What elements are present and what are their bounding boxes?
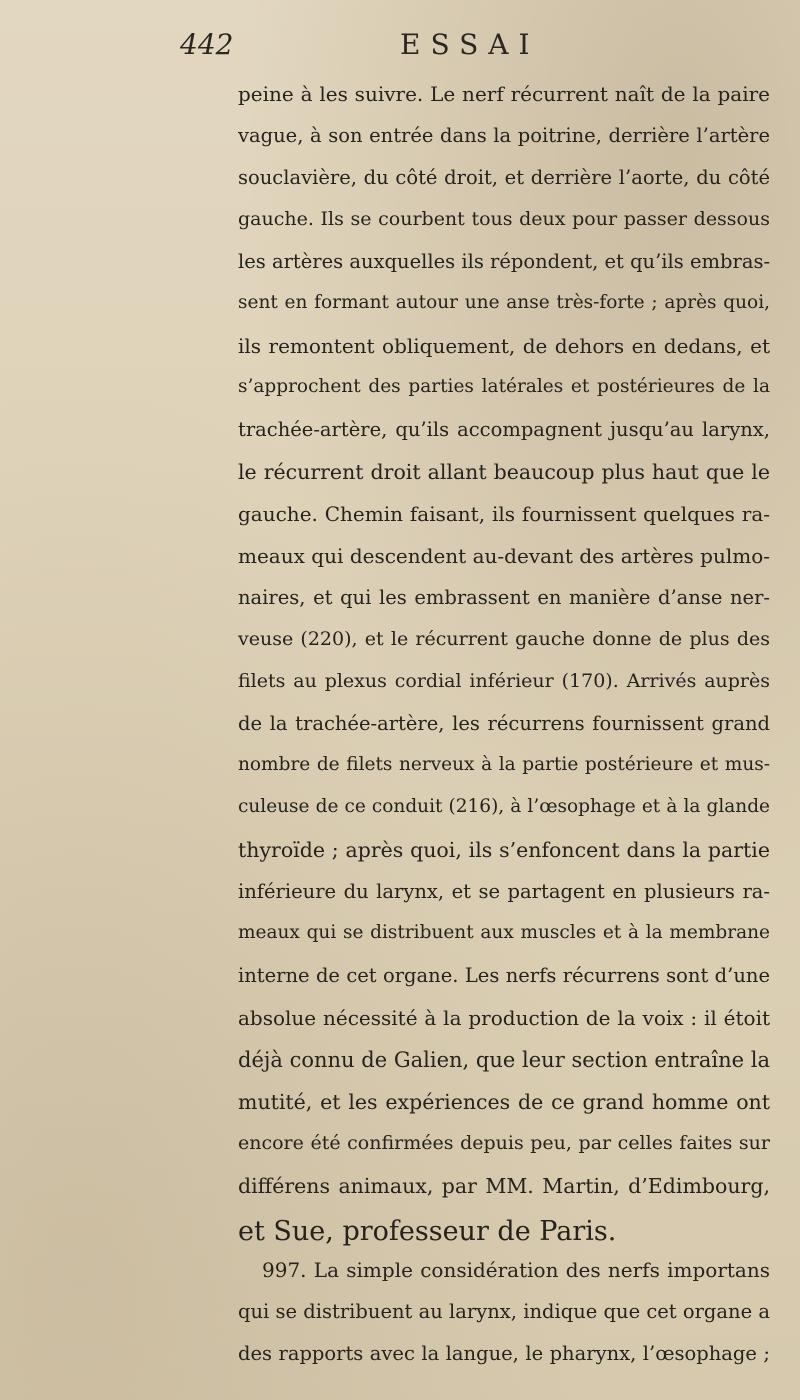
text-line: sent en formant autour une anse très-forte ; après quoi, (238, 292, 770, 313)
text-line: de la trachée-artère, les récurrens fournissent grand (238, 712, 770, 735)
text-line: différens animaux, par MM. Martin, d’Edimbourg, (238, 1174, 770, 1198)
text-line: veuse (220), et le récurrent gauche donne de plus des (238, 628, 770, 650)
text-line: peine à les suivre. Le nerf récurrent naît de la paire (238, 82, 770, 106)
text-line: gauche. Ils se courbent tous deux pour passer dessous (238, 208, 770, 230)
text-line: thyroïde ; après quoi, ils s’enfoncent dans la partie (238, 838, 770, 862)
text-line: naires, et qui les embrassent en manière d’anse ner- (238, 586, 770, 609)
text-line: culeuse de ce conduit (216), à l’œsophage et à la glande (238, 796, 770, 817)
text-line: s’approchent des parties latérales et postérieures de la (238, 376, 770, 397)
page-number: 442 (180, 28, 234, 61)
text-line: mutité, et les expériences de ce grand homme ont (238, 1090, 770, 1114)
text-line: meaux qui descendent au-devant des artères pulmo- (238, 544, 770, 568)
text-line: vague, à son entrée dans la poitrine, derrière l’artère (238, 124, 770, 147)
text-line: filets au plexus cordial inférieur (170). Arrivés auprès (238, 670, 770, 692)
text-line: absolue nécessité à la production de la voix : il étoit (238, 1006, 770, 1030)
text-line: et Sue, professeur de Paris. (238, 1216, 617, 1247)
text-line: qui se distribuent au larynx, indique que cet organe a (238, 1300, 770, 1323)
text-line: interne de cet organe. Les nerfs récurrens sont d’une (238, 964, 770, 987)
text-line: le récurrent droit allant beaucoup plus haut que le (238, 460, 770, 484)
text-line: trachée-artère, qu’ils accompagnent jusqu’au larynx, (238, 418, 770, 441)
text-line: déjà connu de Galien, que leur section entraîne la (238, 1048, 770, 1072)
running-head: ESSAI (400, 28, 540, 61)
text-line: les artères auxquelles ils répondent, et qu’ils embras- (238, 250, 771, 273)
text-line: des rapports avec la langue, le pharynx, l’œsophage ; (238, 1342, 770, 1365)
paragraph-start-line: 997. La simple considération des nerfs importans (262, 1258, 770, 1282)
text-line: souclavière, du côté droit, et derrière l’aorte, du côté (238, 166, 770, 189)
text-line: ils remontent obliquement, de dehors en dedans, et (238, 334, 770, 358)
text-line: nombre de filets nerveux à la partie postérieure et mus- (238, 754, 770, 775)
text-line: gauche. Chemin faisant, ils fournissent quelques ra- (238, 502, 770, 526)
text-line: meaux qui se distribuent aux muscles et à la membrane (238, 922, 770, 943)
page-header (180, 28, 720, 68)
text-line: encore été confirmées depuis peu, par celles faites sur (238, 1132, 770, 1154)
text-line: inférieure du larynx, et se partagent en plusieurs ra- (238, 880, 770, 903)
